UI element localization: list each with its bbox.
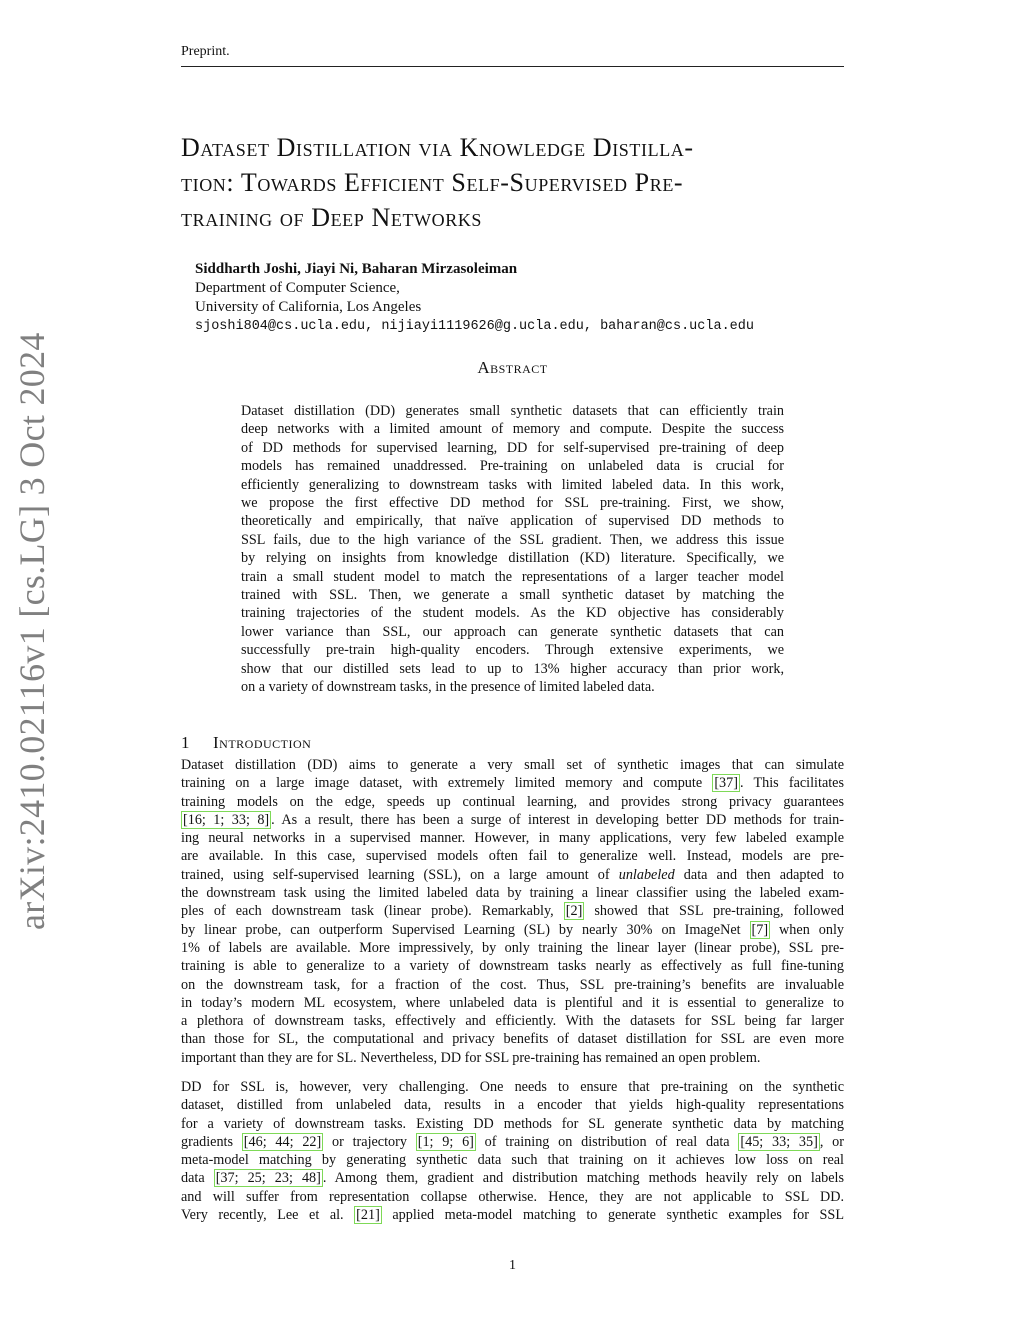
text-run: applied meta-model matching to generate synthetic examples for SSL [381, 1207, 844, 1224]
paragraph-line: the downstream task using the limited labeled data by training a linear classifier using the labeled exam- [181, 885, 844, 902]
abstract-line: by relying on insights from knowledge distillation (KD) literature. Specifically, we [241, 550, 784, 567]
text-run: trained, using self-supervised learning (SSL), on a large amount of [181, 866, 619, 883]
title-line: tion: Towards Efficient Self-Supervised Pre- [181, 168, 684, 197]
text-run: . Among them, gradient and distribution matching methods heavily rely on labels [322, 1170, 844, 1187]
author-names: Siddharth Joshi, Jiayi Ni, Baharan Mirzasoleiman [195, 261, 518, 277]
text-run: when only [770, 921, 844, 938]
abstract-line: we propose the first effective DD method for SSL pre-training. First, we show, [241, 495, 784, 512]
intro-paragraph-1 [181, 756, 844, 1067]
running-header: Preprint. [181, 44, 230, 59]
section-number: 1 [181, 733, 190, 752]
text-run: gradients [181, 1133, 242, 1150]
text-run: training on a large image dataset, with extremely limited memory and compute [181, 775, 713, 792]
text-run: by linear probe, can outperform Supervised Learning (SL) by nearly 30% on ImageNet [181, 921, 750, 938]
paragraph-line [181, 1206, 844, 1224]
citation-link[interactable]: [21] [356, 1207, 380, 1224]
section-heading-introduction [181, 733, 311, 753]
paragraph-line: dataset, distilled from unlabeled data, results in a encoder that yields high-quality representations [181, 1097, 844, 1114]
abstract-line: on a variety of downstream tasks, in the presence of limited labeled data. [241, 679, 655, 696]
paragraph-line [181, 902, 844, 920]
author-university: University of California, Los Angeles [195, 299, 422, 315]
paragraph-line [181, 1169, 844, 1187]
abstract-heading: Abstract [477, 358, 548, 377]
paragraph-line [181, 811, 844, 829]
paper-title [181, 130, 861, 235]
author-block [195, 260, 915, 336]
abstract-line: show that our distilled sets lead to up to 13% higher accuracy than prior work, [241, 660, 784, 677]
intro-paragraph-2 [181, 1078, 844, 1224]
paragraph-line: and will suffer from representation collapse otherwise. Hence, they are not applicable to SSL DD. [181, 1188, 844, 1205]
text-run: or trajectory [323, 1133, 416, 1150]
citation-link[interactable]: [16; 1; 33; 8] [183, 811, 270, 828]
abstract-line: deep networks with a limited amount of memory and compute. Despite the success [241, 421, 784, 438]
text-run: Very recently, Lee et al. [181, 1207, 355, 1224]
section-title: Introduction [213, 733, 312, 752]
arxiv-sidebar-stamp: arXiv:2410.02116v1 [cs.LG] 3 Oct 2024 [12, 332, 52, 930]
abstract-line: train a small student model to match the representations of a larger teacher model [241, 568, 784, 585]
paragraph-line: important than they are for SL. Nevertheless, DD for SSL pre-training has remained an open problem. [181, 1049, 761, 1066]
citation-link[interactable]: [1; 9; 6] [417, 1133, 474, 1150]
paragraph-line: meta-model matching by generating synthetic data such that training on it achieves low loss on real [181, 1152, 844, 1169]
paragraph-line: are available. In this case, supervised models often fail to generalize well. Instead, models are pre- [181, 848, 844, 865]
emphasis-unlabeled: unlabeled [618, 866, 675, 883]
text-run: data [181, 1170, 214, 1187]
paragraph-line: on the downstream task, for a fraction of the cost. Thus, SSL pre-training’s benefits are invaluable [181, 976, 844, 993]
header-rule [181, 66, 844, 67]
text-run: , or [819, 1133, 844, 1150]
abstract-body [241, 402, 784, 697]
title-line: Dataset Distillation via Knowledge Distilla- [181, 133, 694, 162]
citation-link[interactable]: [37] [714, 775, 738, 792]
paragraph-line [181, 1133, 844, 1151]
text-run: of training on distribution of real data [475, 1133, 739, 1150]
abstract-line: training trajectories of the student models. As the KD objective has considerably [241, 605, 784, 622]
paragraph-line [181, 866, 844, 884]
citation-link[interactable]: [7] [751, 921, 769, 938]
paragraph-line [181, 921, 844, 939]
citation-link[interactable]: [46; 44; 22] [243, 1133, 322, 1150]
text-run: data and then adapted to [674, 866, 844, 883]
citation-link[interactable]: [37; 25; 23; 48] [215, 1170, 321, 1187]
paragraph-line: training is able to generalize to a variety of downstream tasks nearly as effectively as full fine-tuning [181, 958, 844, 975]
author-emails: sjoshi804@cs.ucla.edu, nijiayi1119626@g.ucla.edu, baharan@cs.ucla.edu [195, 319, 754, 334]
author-department: Department of Computer Science, [195, 280, 400, 296]
text-run: . As a result, there has been a surge of interest in developing better DD methods for train- [271, 811, 844, 828]
citation-link[interactable]: [2] [565, 903, 583, 920]
abstract-line: trained with SSL. Then, we generate a small synthetic dataset by matching the [241, 587, 784, 604]
abstract-line: SSL fails, due to the high variance of the SSL gradient. Then, we address this issue [241, 531, 784, 548]
abstract-line: Dataset distillation (DD) generates small synthetic datasets that can efficiently train [241, 403, 784, 419]
abstract-line: theoretically and empirically, that naïve application of supervised DD methods to [241, 513, 784, 530]
text-run: . This facilitates [739, 775, 844, 792]
page-number: 1 [509, 1258, 516, 1273]
abstract-line: successfully pre-train high-quality encoders. Through extensive experiments, we [241, 642, 784, 659]
paragraph-line: for a variety of downstream tasks. Existing DD methods for SL generate synthetic data by matching [181, 1115, 844, 1132]
paragraph-line: a plethora of downstream tasks, effectively and efficiently. With the datasets for SSL being far larger [181, 1013, 844, 1030]
abstract-line: of DD methods for supervised learning, DD for self-supervised pre-training of deep [241, 439, 784, 456]
paragraph-line: training models on the edge, speeds up continual learning, and provides strong privacy guarantees [181, 793, 844, 810]
paragraph-line: 1% of labels are available. More impressively, by only training the linear layer (linear probe), SSL pre- [181, 939, 844, 956]
paragraph-line: DD for SSL is, however, very challenging. One needs to ensure that pre-training on the synthetic [181, 1079, 844, 1095]
paragraph-line: ing neural networks in a supervised manner. However, in many applications, very few labeled example [181, 830, 844, 847]
text-run: showed that SSL pre-training, followed [584, 903, 844, 920]
paragraph-line: in today’s modern ML ecosystem, where unlabeled data is plentiful and it is essential to generalize to [181, 994, 844, 1011]
abstract-line: efficiently generalizing to downstream tasks with limited labeled data. In this work, [241, 476, 784, 493]
paragraph-line: Dataset distillation (DD) aims to generate a very small set of synthetic images that can simulate [181, 757, 844, 773]
citation-link[interactable]: [45; 33; 35] [740, 1133, 818, 1150]
abstract-line: lower variance than SSL, our approach can generate synthetic datasets that can [241, 623, 784, 640]
abstract-line: models has remained unaddressed. Pre-training on unlabeled data is crucial for [241, 458, 784, 475]
paragraph-line [181, 774, 844, 792]
text-run: ples of each downstream task (linear probe). Remarkably, [181, 903, 564, 920]
title-line: training of Deep Networks [181, 203, 483, 232]
paragraph-line: than those for SL, the computational and privacy benefits of dataset distillation for SSL are even more [181, 1031, 844, 1048]
